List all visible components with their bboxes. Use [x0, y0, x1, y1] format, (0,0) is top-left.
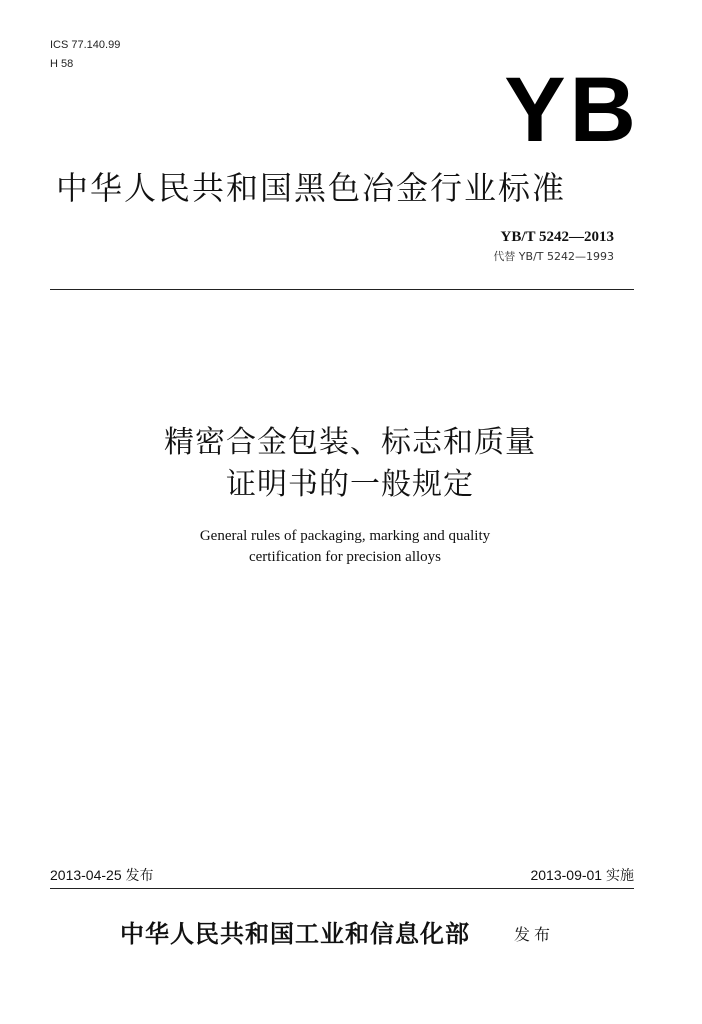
- title-cn-line-2: 证明书的一般规定: [226, 467, 474, 502]
- classification-code: H 58: [50, 58, 74, 70]
- organization-title: 中华人民共和国黑色冶金行业标准: [56, 169, 567, 207]
- ics-code: ICS 77.140.99: [50, 39, 121, 51]
- document-title-en: [90, 526, 600, 568]
- standard-number: YB/T 5242—2013: [500, 229, 614, 245]
- title-cn-line-1: 精密合金包装、标志和质量: [164, 425, 536, 460]
- document-title-cn: [100, 422, 600, 506]
- implement-date: 2013-09-01 实施: [530, 867, 634, 883]
- top-divider: [50, 289, 634, 290]
- publish-date: 2013-04-25 发布: [50, 867, 154, 883]
- yb-logo: YB: [504, 59, 640, 161]
- title-en-line-2: certification for precision alloys: [248, 549, 441, 565]
- bottom-divider: [50, 888, 634, 889]
- title-en-line-1: General rules of packaging, marking and quality: [199, 528, 491, 544]
- issue-label: 发布: [514, 925, 555, 944]
- issuing-authority: 中华人民共和国工业和信息化部: [120, 919, 470, 948]
- replaces-standard: 代替 YB/T 5242—1993: [493, 250, 614, 263]
